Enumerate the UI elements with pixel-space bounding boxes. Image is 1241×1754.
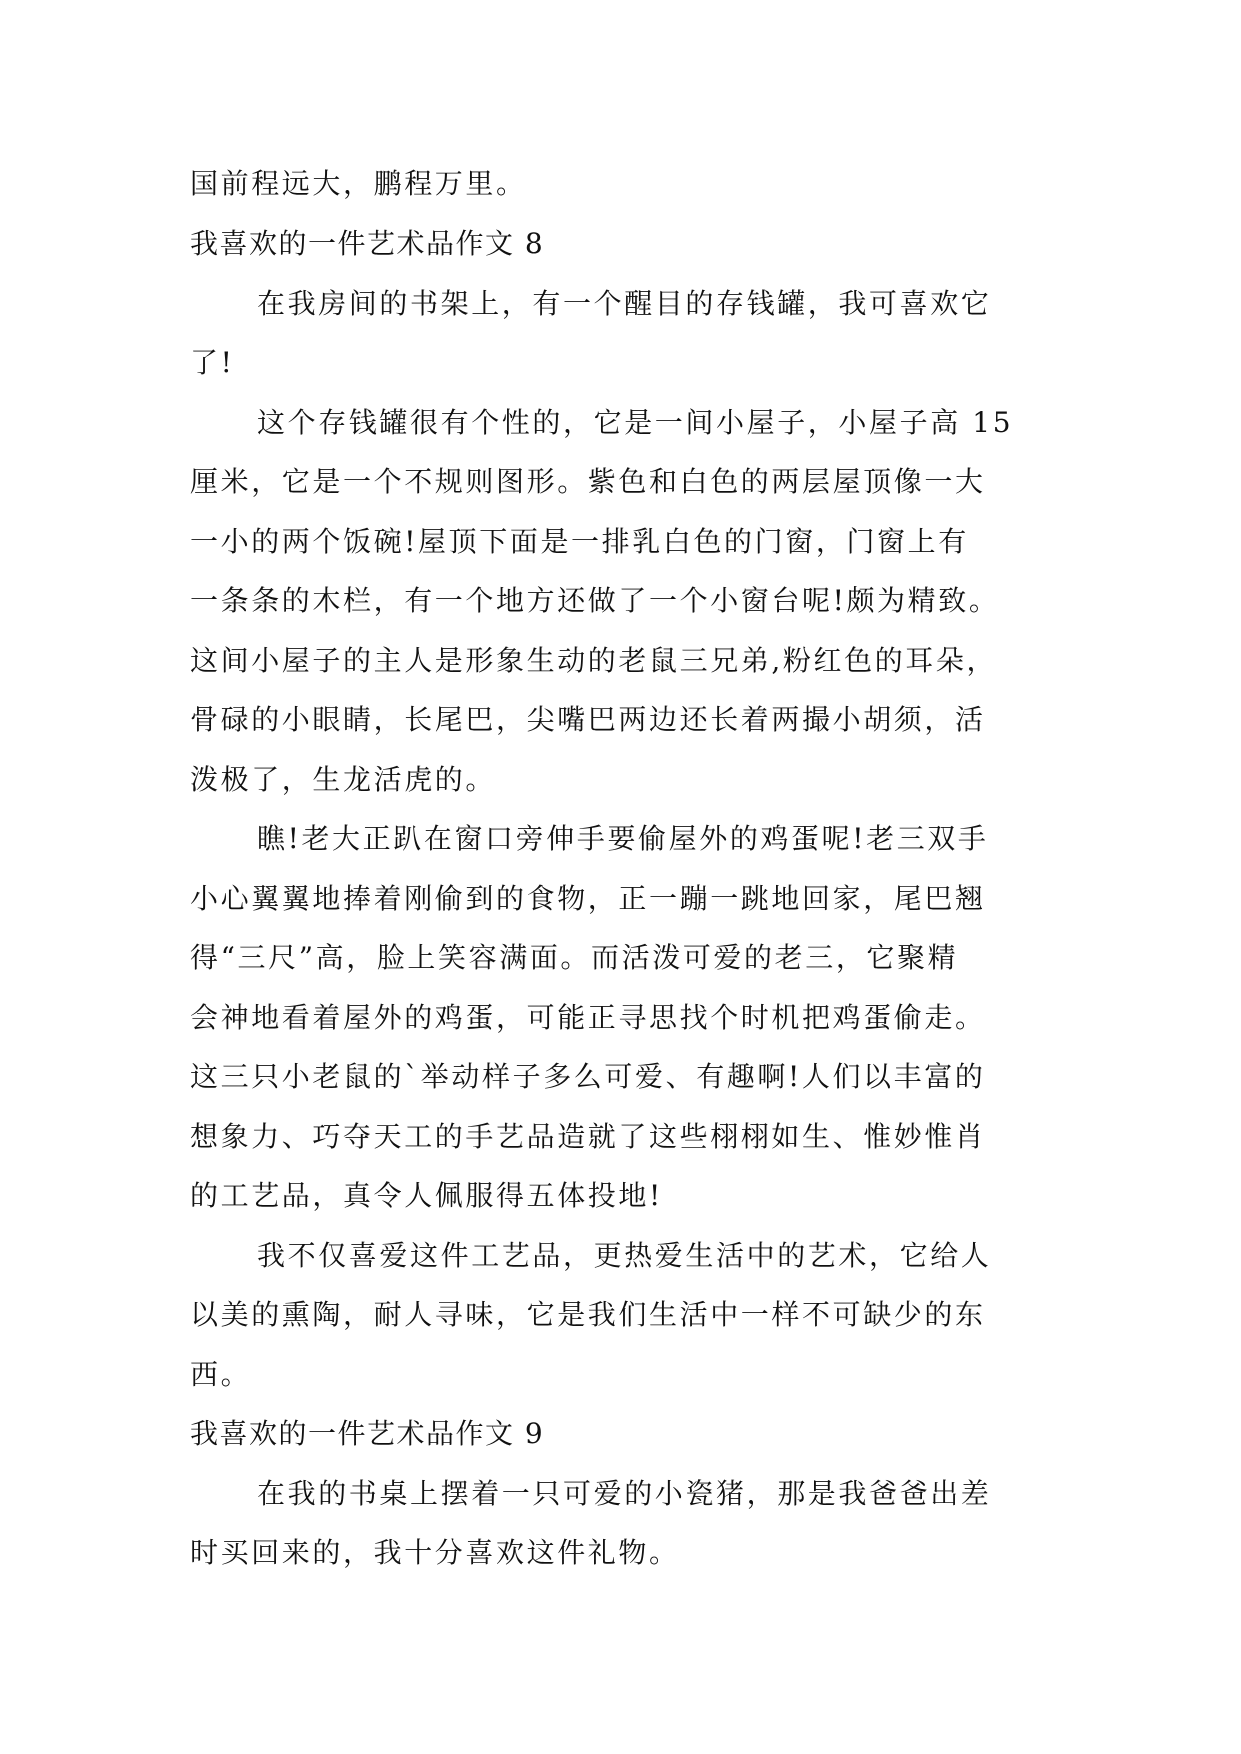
- text-line: 会神地看着屋外的鸡蛋，可能正寻思找个时机把鸡蛋偷走。: [190, 1001, 986, 1034]
- text-line: 我不仅喜爱这件工艺品，更热爱生活中的艺术，它给人: [257, 1239, 992, 1272]
- text-line: 时买回来的，我十分喜欢这件礼物。: [190, 1536, 680, 1569]
- text-line: 瞧!老大正趴在窗口旁伸手要偷屋外的鸡蛋呢!老三双手: [257, 822, 989, 855]
- text-line: 以美的熏陶，耐人寻味，它是我们生活中一样不可缺少的东: [190, 1298, 986, 1331]
- text-line: 骨碌的小眼睛，长尾巴，尖嘴巴两边还长着两撮小胡须，活: [190, 703, 986, 736]
- text-line: 这三只小老鼠的`举动样子多么可爱、有趣啊!人们以丰富的: [190, 1060, 986, 1093]
- text-line: 西。: [190, 1358, 252, 1391]
- text-line: 这间小屋子的主人是形象生动的老鼠三兄弟,粉红色的耳朵，: [190, 644, 998, 677]
- text-line: 泼极了，生龙活虎的。: [190, 763, 497, 796]
- text-line: 小心翼翼地捧着刚偷到的食物，正一蹦一跳地回家，尾巴翘: [190, 882, 986, 915]
- text-line: 了!: [190, 346, 235, 379]
- text-line: 想象力、巧夺天工的手艺品造就了这些栩栩如生、惟妙惟肖: [190, 1120, 986, 1153]
- text-line: 厘米，它是一个不规则图形。紫色和白色的两层屋顶像一大: [190, 465, 986, 498]
- text-line: 得“三尺”高，脸上笑容满面。而活泼可爱的老三，它聚精: [190, 941, 959, 974]
- text-line: 在我的书桌上摆着一只可爱的小瓷猪，那是我爸爸出差: [257, 1477, 992, 1510]
- text-line: 这个存钱罐很有个性的，它是一间小屋子，小屋子高 15: [257, 406, 1014, 439]
- text-line: 的工艺品，真令人佩服得五体投地!: [190, 1179, 663, 1212]
- section-heading: 我喜欢的一件艺术品作文 9: [190, 1417, 545, 1450]
- section-heading: 我喜欢的一件艺术品作文 8: [190, 227, 545, 260]
- text-line: 在我房间的书架上，有一个醒目的存钱罐，我可喜欢它: [257, 287, 992, 320]
- text-line: 一小的两个饭碗!屋顶下面是一排乳白色的门窗，门窗上有: [190, 525, 969, 558]
- text-line: 一条条的木栏，有一个地方还做了一个小窗台呢!颇为精致。: [190, 584, 1000, 617]
- text-line: 国前程远大，鹏程万里。: [190, 167, 527, 200]
